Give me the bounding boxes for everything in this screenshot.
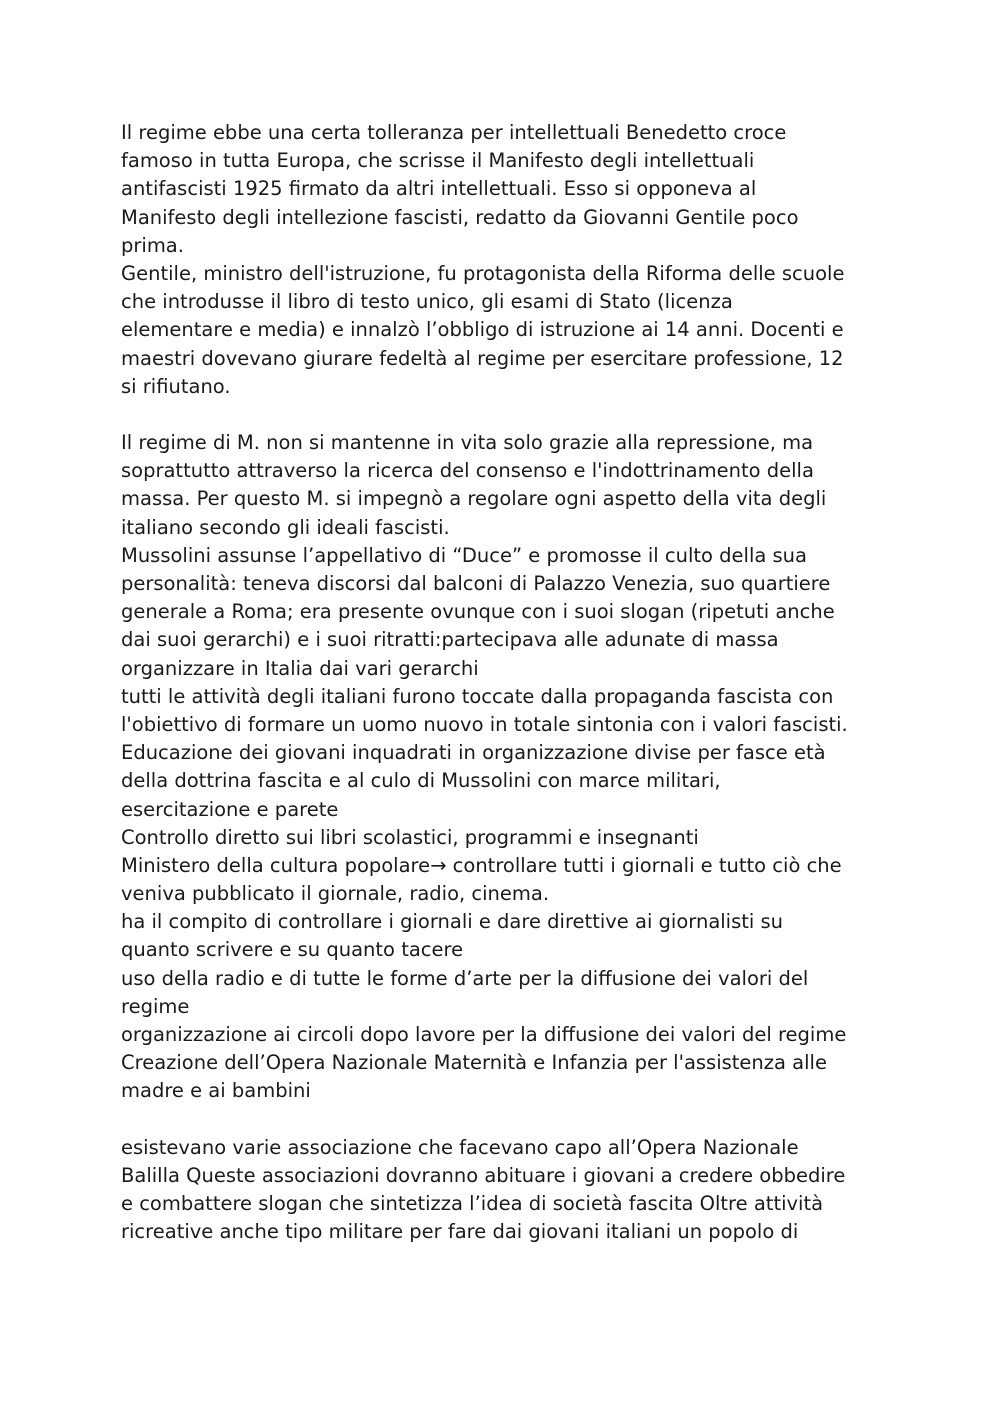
text-line: personalità: teneva discorsi dal balconi di Palazzo Venezia, suo quartiere — [121, 572, 831, 595]
text-line: quanto scrivere e su quanto tacere — [121, 938, 464, 962]
text-line: tutti le attività degli italiani furono toccate dalla propaganda fascista con — [121, 684, 834, 708]
text-line: della dottrina fascita e al culo di Mussolini con marce militari, — [121, 769, 721, 793]
text-line: maestri dovevano giurare fedeltà al regime per esercitare professione, 12 — [121, 346, 844, 370]
text-line: Educazione dei giovani inquadrati in organizzazione divise per fasce età — [121, 741, 826, 765]
text-line: uso della radio e di tutte le forme d’arte per la diffusione dei valori del — [121, 966, 809, 990]
text-line: Controllo diretto sui libri scolastici, programmi e insegnanti — [121, 825, 699, 849]
text-line: elementare e media) e innalzò l’obbligo di istruzione ai 14 anni. Docenti e — [121, 318, 844, 342]
text-line: Il regime ebbe una certa tolleranza per intellettuali Benedetto croce — [121, 121, 787, 144]
text-line: generale a Roma; era presente ovunque con i suoi slogan (ripetuti anche — [121, 600, 835, 624]
text-line: veniva pubblicato il giornale, radio, cinema. — [121, 882, 550, 906]
text-line: Mussolini assunse l’appellativo di “Duce” e promosse il culto della sua — [121, 543, 807, 567]
document-body — [121, 119, 921, 1247]
text-line: che introdusse il libro di testo unico, gli esami di Stato (licenza — [121, 290, 733, 314]
text-line: si rifiutano. — [121, 374, 231, 398]
text-line: Ministero della cultura popolare→ controllare tutti i giornali e tutto ciò che — [121, 853, 842, 877]
text-line: Creazione dell’Opera Nazionale Maternità e Infanzia per l'assistenza alle — [121, 1051, 827, 1075]
text-line: Balilla Queste associazioni dovranno abituare i giovani a credere obbedire — [121, 1163, 846, 1187]
text-line: famoso in tutta Europa, che scrisse il Manifesto degli intellettuali — [121, 149, 755, 173]
text-line: e combattere slogan che sintetizza l’idea di società fascita Oltre attività — [121, 1192, 824, 1216]
text-line: madre e ai bambini — [121, 1079, 311, 1103]
text-line: italiano secondo gli ideali fascisti. — [121, 515, 450, 539]
text-line: organizzazione ai circoli dopo lavore per la diffusione dei valori del regime — [121, 1023, 847, 1046]
text-line: antifascisti 1925 firmato da altri intellettuali. Esso si opponeva al — [121, 177, 757, 201]
text-line: Manifesto degli intellezione fascisti, redatto da Giovanni Gentile poco — [121, 205, 799, 229]
text-line: organizzare in Italia dai vari gerarchi — [121, 656, 479, 680]
text-line: prima. — [121, 233, 184, 257]
text-line: esistevano varie associazione che facevano capo all’Opera Nazionale — [121, 1135, 799, 1159]
text-line: l'obiettivo di formare un uomo nuovo in totale sintonia con i valori fascisti. — [121, 712, 848, 736]
text-line: Il regime di M. non si mantenne in vita solo grazie alla repressione, ma — [121, 431, 814, 455]
text-line: soprattutto attraverso la ricerca del consenso e l'indottrinamento della — [121, 459, 814, 483]
text-line: dai suoi gerarchi) e i suoi ritratti:partecipava alle adunate di massa — [121, 628, 779, 652]
text-line: ha il compito di controllare i giornali e dare direttive ai giornalisti su — [121, 910, 784, 934]
text-line: Gentile, ministro dell'istruzione, fu protagonista della Riforma delle scuole — [121, 261, 845, 285]
paragraph-break — [121, 1106, 921, 1134]
text-line: esercitazione e parete — [121, 797, 339, 821]
text-line: regime — [121, 994, 190, 1018]
text-line: massa. Per questo M. si impegnò a regolare ogni aspetto della vita degli — [121, 487, 827, 511]
paragraph-break — [121, 401, 921, 429]
text-line: ricreative anche tipo militare per fare dai giovani italiani un popolo di — [121, 1220, 799, 1244]
